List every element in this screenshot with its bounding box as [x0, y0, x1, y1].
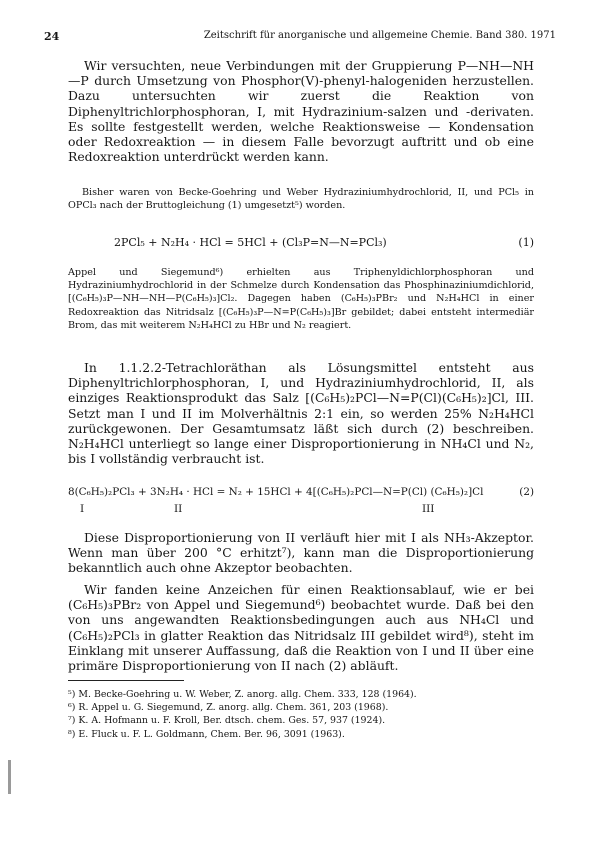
footnote-rule	[68, 680, 184, 681]
disproportionation-paragraph	[68, 530, 534, 576]
paragraph-1: Wir versuchten, neue Verbindungen mit der Gruppierung P—NH—NH—P durch Umsetzung von Phosphor(V)-phenyl-halogeniden herzustellen. Dazu untersuchten wir zuerst die Reaktion von Diphenyltrichlorphosphoran, I, mit Hydrazinium-salzen und -derivaten. Es sollte festgestellt werden, welche Reaktionsweise — Kondensation oder Redoxreaktion — in diesem Falle bevorzugt auftritt und ob eine Redoxreaktion unterdrückt werden kann.	[68, 58, 534, 165]
equation-2	[68, 486, 534, 502]
footnote-5: ⁵) M. Becke-Goehring u. W. Weber, Z. anorg. allg. Chem. 333, 128 (1964).	[68, 689, 417, 700]
paragraph-4: In 1.1.2.2-Tetrachloräthan als Lösungsmittel entsteht aus Diphenyltrichlorphosphoran, I, und Hydraziniumhydrochlorid, II, als einziges Reaktionsprodukt das Salz [(C₆H₅)₂PCl—N=P(Cl)(C₆H₅)₂]Cl, III. Setzt man I und II im Molverhältnis 2:1 ein, so werden 25% N₂H₄HCl zurückgewonen. Der Gesamtumsatz läßt sich durch (2) beschreiben. N₂H₄HCl unterliegt so lange einer Disproportionierung in NH₄Cl und N₂, bis I vollständig verbraucht ist.	[68, 360, 534, 467]
footnote-7: ⁷) K. A. Hofmann u. F. Kroll, Ber. dtsch. chem. Ges. 57, 937 (1924).	[68, 715, 386, 727]
equation-2-number: (2)	[519, 486, 534, 498]
literature-paragraph	[68, 186, 534, 212]
appel-paragraph	[68, 266, 534, 332]
paragraph-3: Appel und Siegemund⁶) erhielten aus Triphenyldichlorphosphoran und Hydraziniumhydrochlorid in der Schmelze durch Kondensation das Phosphinaziniumdichlorid, [(C₆H₅)₃P—NH—NH—P(C₆H₅)₃]Cl₂. Dagegen haben (C₆H₅)₃PBr₂ und N₂H₄HCl in einer Redoxreaktion das Nitridsalz [(C₆H₅)₃P—N=P(C₆H₅)₃]Br gebildet; dabei entsteht intermediär Brom, das mit weiterem N₂H₄HCl zu HBr und N₂ reagiert.	[68, 267, 534, 331]
equation-2-labels	[68, 503, 534, 517]
compound-label-i: I	[80, 503, 85, 515]
paragraph-6: Wir fanden keine Anzeichen für einen Reaktionsablauf, wie er bei (C₆H₅)₃PBr₂ von Appel und Siegemund⁶) beobachtet wurde. Daß bei den von uns angewandten Reaktionsbedingungen auch aus NH₄Cl und (C₆H₅)₂PCl₃ in glatter Reaktion das Nitridsalz III gebildet wird⁸), steht im Einklang mit unserer Auffassung, daß die Reaktion von I und II über eine primäre Disproportionierung von II nach (2) abläuft.	[68, 582, 534, 674]
paragraph-2: Bisher waren von Becke-Goehring und Weber Hydraziniumhydrochlorid, II, und PCl₅ in OPCl₃ nach der Bruttogleichung (1) umgesetzt⁵) worden.	[68, 187, 534, 212]
footnote-6: ⁶) R. Appel u. G. Siegemund, Z. anorg. allg. Chem. 361, 203 (1968).	[68, 702, 389, 714]
equation-1	[68, 236, 534, 252]
equation-1-expression: 2PCl₅ + N₂H₄ · HCl = 5HCl + (Cl₃P=N—N=PCl₃)	[114, 236, 387, 249]
conclusion-paragraph	[68, 582, 534, 673]
running-header	[44, 30, 556, 46]
equation-2-expression: 8(C₆H₅)₂PCl₃ + 3N₂H₄ · HCl = N₂ + 15HCl + 4[(C₆H₅)₂PCl—N=P(Cl) (C₆H₅)₂]Cl	[68, 486, 484, 498]
results-paragraph	[68, 360, 534, 466]
equation-1-number: (1)	[518, 236, 534, 249]
page-number: 24	[44, 30, 60, 43]
scan-margin-mark	[8, 760, 11, 794]
journal-title: Zeitschrift für anorganische und allgemeine Chemie. Band 380. 1971	[203, 30, 556, 41]
paragraph-5: Diese Disproportionierung von II verläuft hier mit I als NH₃-Akzeptor. Wenn man über 200 °C erhitzt⁷), kann man die Disproportionierung bekanntlich auch ohne Akzeptor beobachten.	[68, 530, 534, 576]
footnote-8: ⁸) E. Fluck u. F. L. Goldmann, Chem. Ber. 96, 3091 (1963).	[68, 728, 345, 740]
intro-paragraph	[68, 58, 534, 164]
compound-label-iii: III	[422, 503, 435, 515]
footnotes	[68, 688, 534, 741]
compound-label-ii: II	[174, 503, 183, 515]
